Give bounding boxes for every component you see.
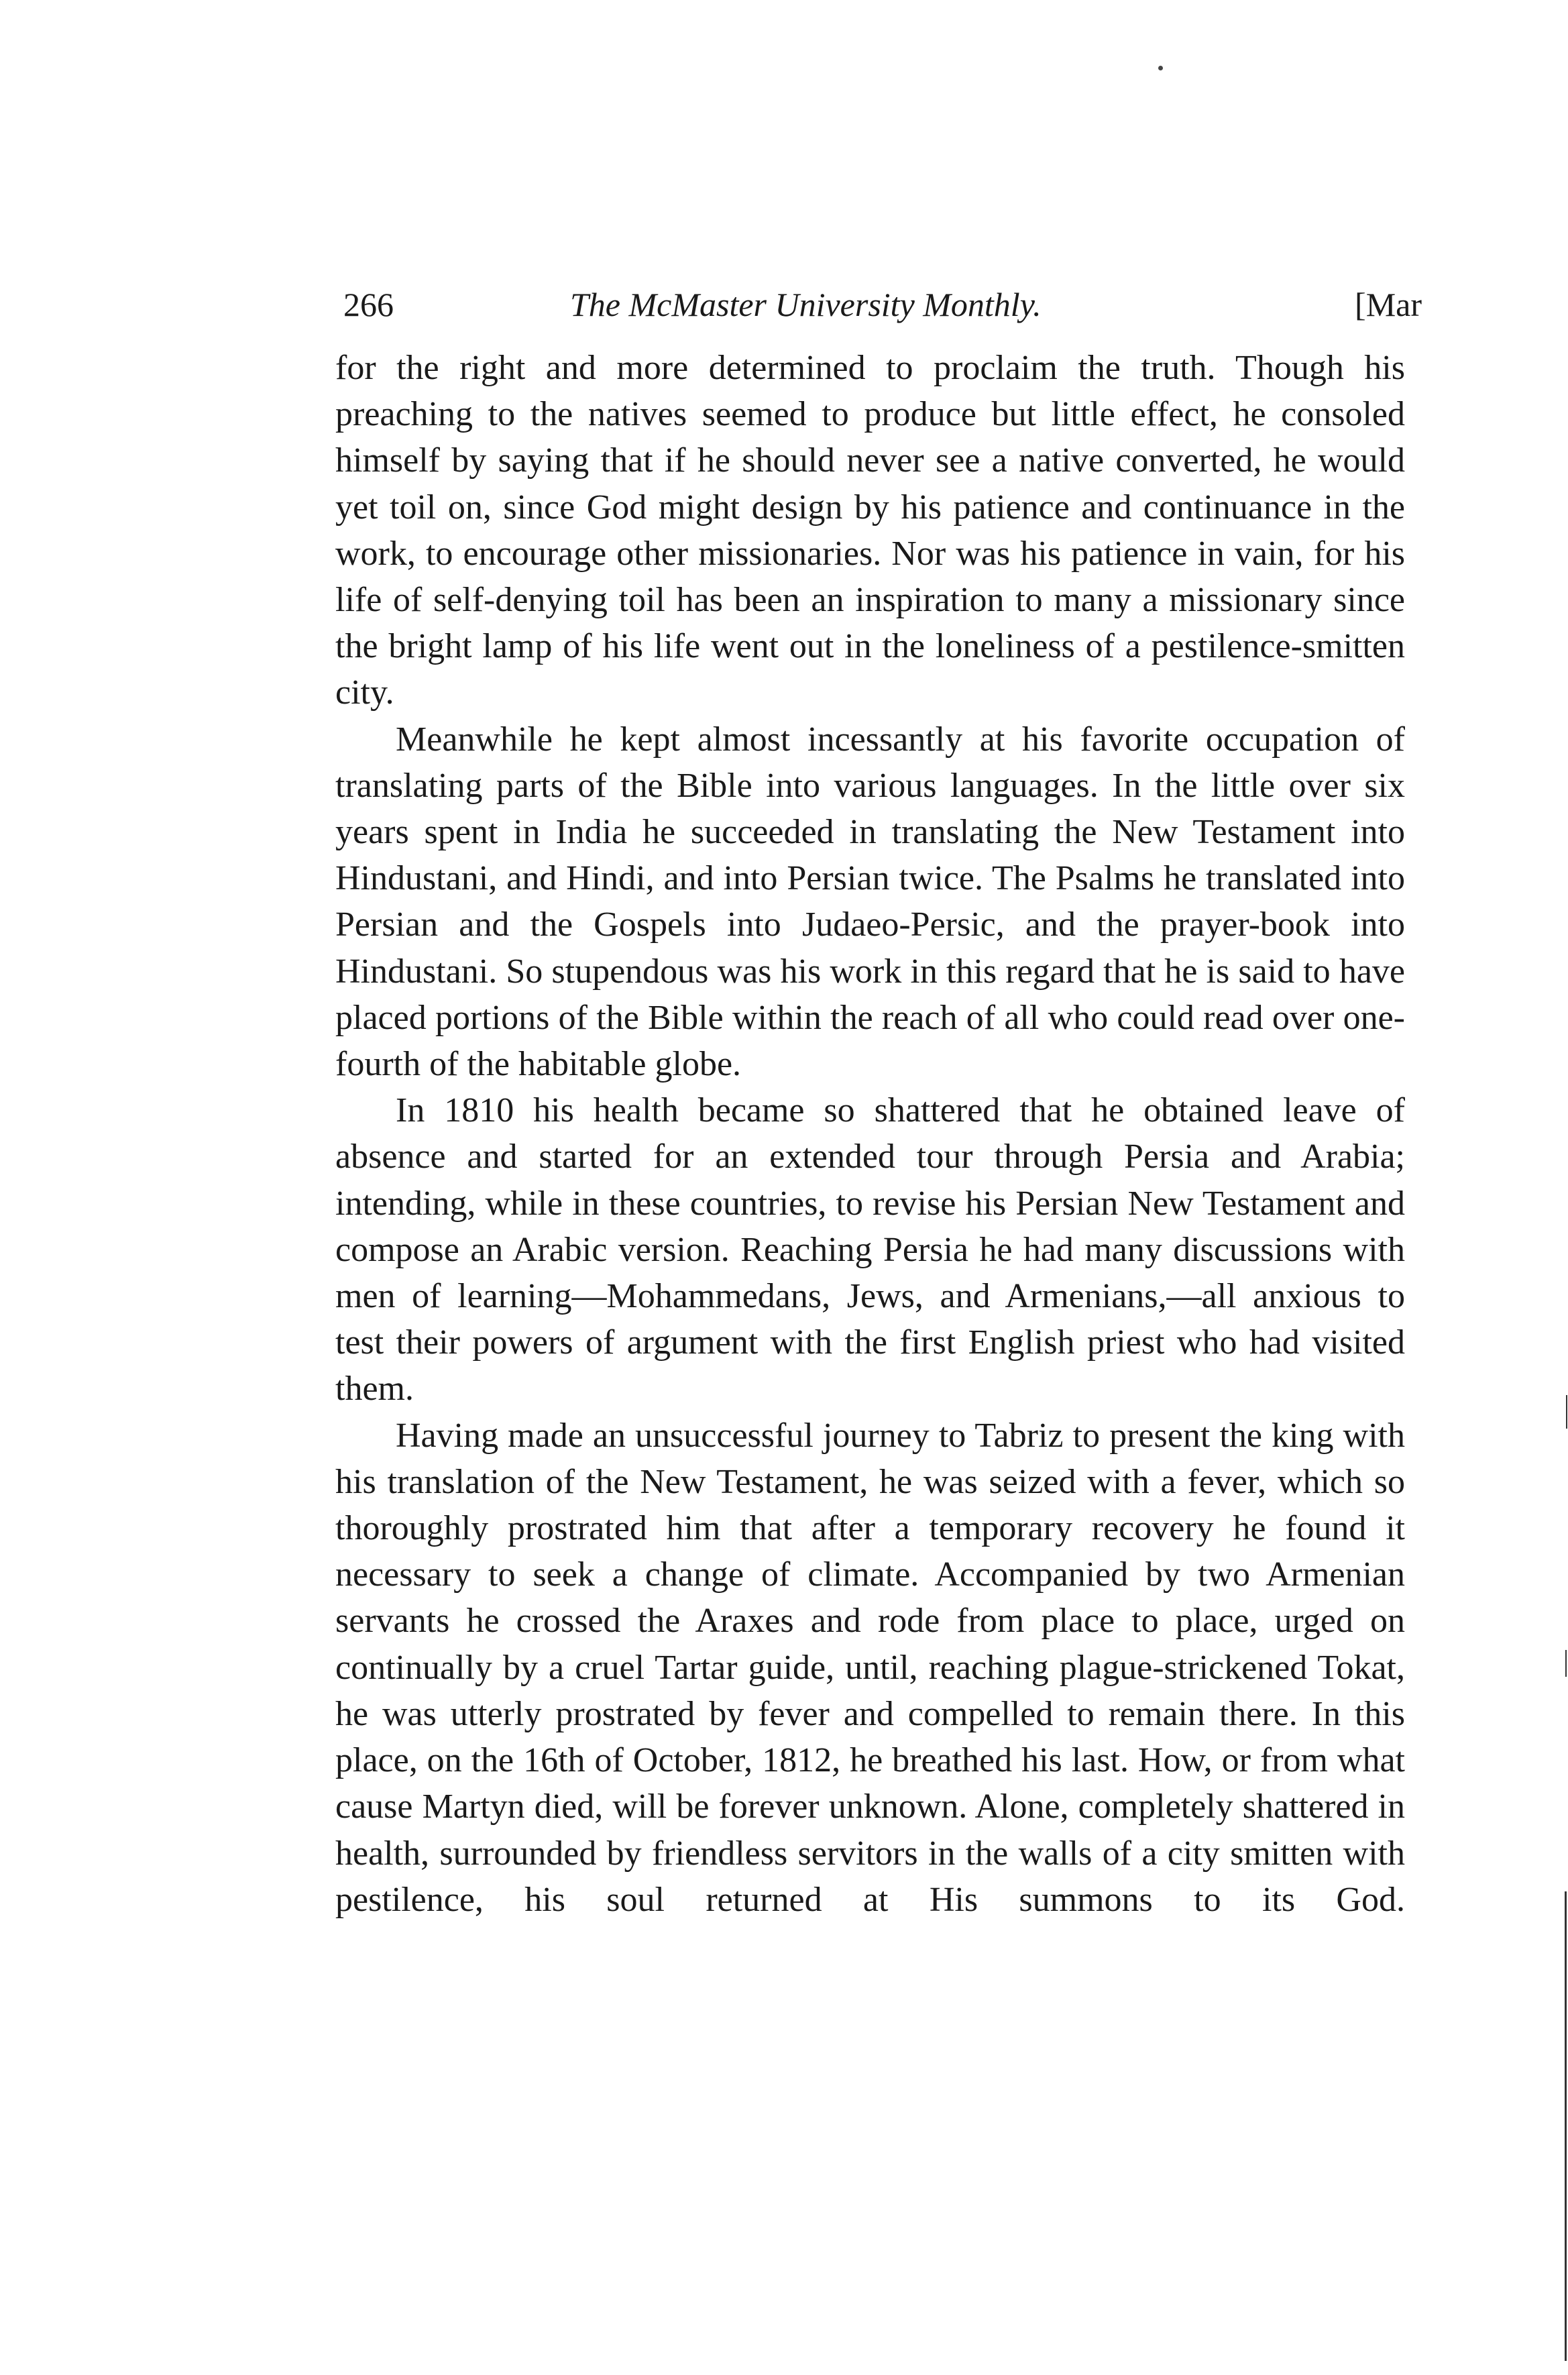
body-text [335, 345, 1405, 1923]
month-abbrev: [Mar [1355, 286, 1422, 323]
paragraph-persia-journey: In 1810 his health became so shattered that he obtained leave of absence and started for an extended tour through Persia and Arabia; intending, while in these countries, to revise his Persian New Testament and compose an Arabic version. Reaching Persia he had many discussions with men of learning—Mohammedans, Jews, and Armenians,—all anxious to test their powers of argument with the first English priest who had visited them. [335, 1091, 1405, 1409]
journal-title: The McMaster University Monthly. [570, 286, 1042, 323]
scan-speck [1158, 66, 1163, 70]
margin-scan-line [1565, 1891, 1567, 2361]
paragraph-final-illness: Having made an unsuccessful journey to Tabriz to present the king with his translation of the New Testament, he was seized with a fever, which so thoroughly prostrated him that after a temporary recovery he found it necessary to seek a change of climate. Accompanied by two Armenian servants he crossed the Araxes and rode from place to place, urged on continually by a cruel Tartar guide, until, reaching plague-strickened Tokat, he was utterly prostrated by fever and compelled to remain there. In this place, on the 16th of October, 1812, he breathed his last. How, or from what cause Martyn died, will be forever unknown. Alone, completely shattered in health, surrounded by friendless servitors in the walls of a city smitten with pestilence, his soul returned at His summons to its God. [335, 1416, 1405, 1919]
paragraph-translations: Meanwhile he kept almost incessantly at his favorite occupation of translating parts of the Bible into various languages. In the little over six years spent in India he succeeded in translating the New Testament into Hindustani, and Hindi, and into Persian twice. The Psalms he translated into Persian and the Gospels into Judaeo-Persic, and the prayer-book into Hindustani. So stupendous was his work in this regard that he is said to have placed portions of the Bible within the reach of all who could read over one-fourth of the habitable globe. [335, 720, 1405, 1084]
running-head [335, 285, 1429, 345]
paragraph-continued: for the right and more determined to proclaim the truth. Though his preaching to the natives seemed to produce but little effect, he consoled himself by saying that if he should never see a native converted, he would yet toil on, since God might design by his patience and continuance in the work, to encourage other missionaries. Nor was his patience in vain, for his life of self-denying toil has been an inspiration to many a missionary since the bright lamp of his life went out in the loneliness of a pestilence-smitten city. [335, 349, 1405, 712]
margin-scan-line [1566, 1395, 1567, 1429]
margin-scan-line [1565, 1650, 1567, 1677]
page-number: 266 [343, 286, 394, 323]
